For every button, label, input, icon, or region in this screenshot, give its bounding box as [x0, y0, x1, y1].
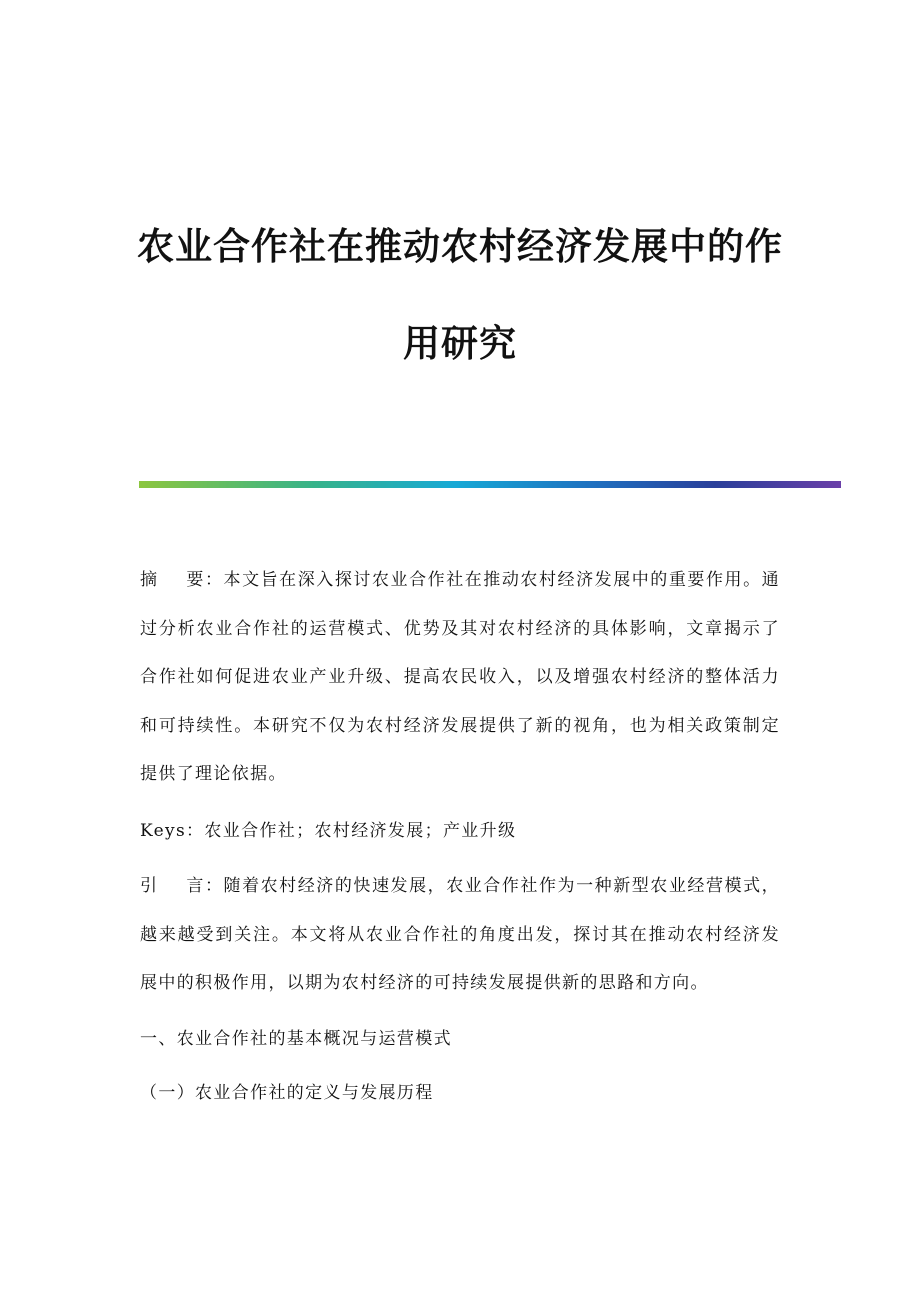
section-heading: 一、农业合作社的基本概况与运营模式 [140, 1029, 452, 1049]
abstract-text: 本文旨在深入探讨农业合作社在推动农村经济发展中的重要作用。通过分析农业合作社的运营模式、优势及其对农村经济的具体影响，文章揭示了合作社如何促进农业产业升级、提高农民收入，以及增强农村经济的整体活力和可持续性。本研究不仅为农村经济发展提供了新的视角，也为相关政策制定提供了理论依据。 [140, 570, 780, 784]
abstract-paragraph [140, 556, 780, 799]
abstract-label: 摘 要： [140, 570, 224, 590]
document-title-line-2: 用研究 [403, 322, 517, 365]
title-divider-gradient-rule [139, 481, 841, 488]
introduction-paragraph [140, 862, 780, 1008]
introduction-label: 引 言： [140, 876, 224, 896]
introduction-text: 随着农村经济的快速发展，农业合作社作为一种新型农业经营模式，越来越受到关注。本文将从农业合作社的角度出发，探讨其在推动农村经济发展中的积极作用，以期为农村经济的可持续发展提供新的思路和方向。 [140, 876, 780, 993]
keywords-line [140, 816, 516, 841]
keywords-label: Keys： [140, 821, 205, 841]
subsection-heading: （一）农业合作社的定义与发展历程 [140, 1083, 434, 1103]
keywords-text: 农业合作社；农村经济发展；产业升级 [204, 821, 517, 841]
document-title-line-1: 农业合作社在推动农村经济发展中的作 [137, 225, 783, 268]
